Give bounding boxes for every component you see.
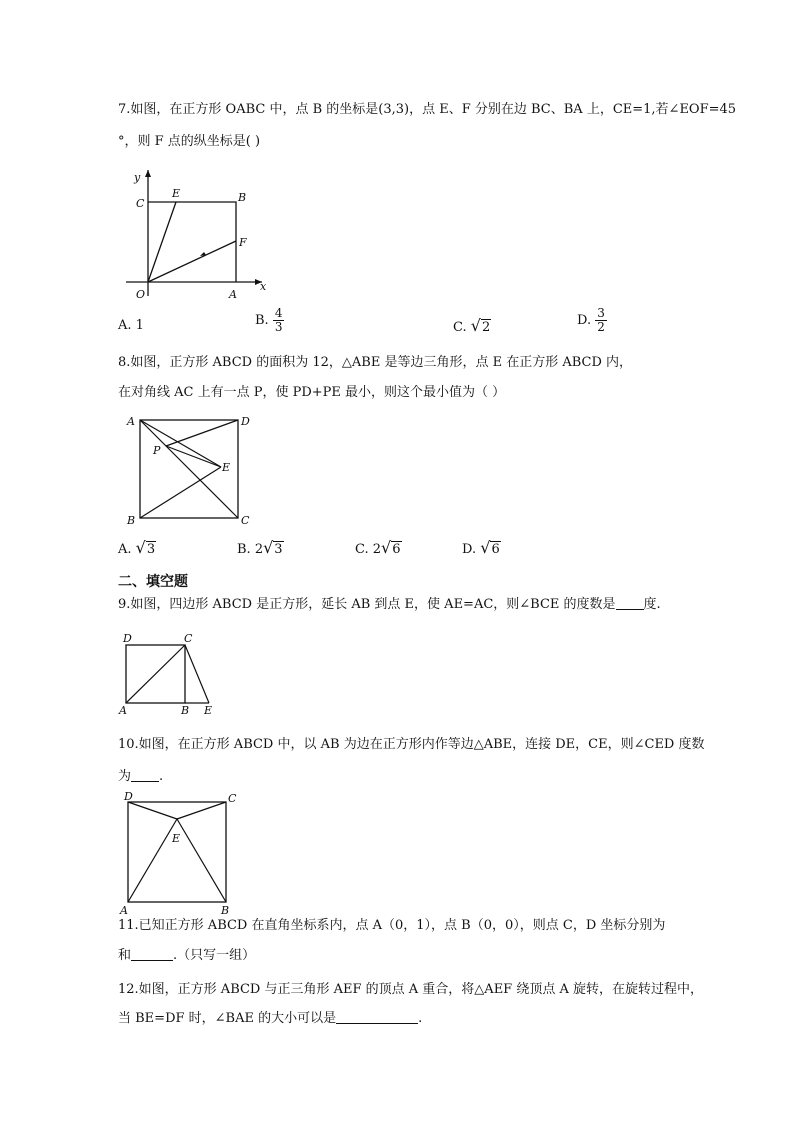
q7-y-arrow <box>145 170 151 177</box>
q7-label-e: E <box>172 187 181 200</box>
q11-text-line2: 和 .（只写一组） <box>118 948 256 963</box>
q7-label-b: B <box>238 191 247 204</box>
q9-segment-ce <box>185 645 209 703</box>
q7-label-a: A <box>229 288 237 301</box>
q8-option-a[interactable]: A. √3 <box>118 538 156 557</box>
q8-label-c: C <box>241 514 250 527</box>
q7-text-line2: °，则 F 点的纵坐标是( ) <box>118 134 261 149</box>
q10-label-b: B <box>221 904 230 917</box>
q9-text: 9.如图，四边形 ABCD 是正方形，延长 AB 到点 E，使 AE=AC，则∠BCE 的度数是 度. <box>118 597 661 612</box>
q8-label-d: D <box>241 415 250 428</box>
q9-label-c: C <box>184 632 193 645</box>
q7-option-d[interactable]: D. $\frac{3}{2}$ <box>577 306 605 334</box>
q8-option-b[interactable]: B. 2√3 <box>237 538 283 557</box>
q8-label-b: B <box>127 514 136 527</box>
q11-answer-blank[interactable] <box>131 948 173 961</box>
q9-label-a: A <box>119 704 127 717</box>
q11-text-line1: 11.已知正方形 ABCD 在直角坐标系内，点 A（0，1），点 B（0，0），则点 C，D 坐标分别为 <box>118 918 666 933</box>
q8-label-p: P <box>153 444 161 457</box>
q8-segment-pe <box>166 446 221 467</box>
q10-label-e: E <box>172 832 181 845</box>
q7-label-y: y <box>134 171 141 184</box>
q12-answer-blank[interactable] <box>336 1011 418 1024</box>
section-heading-fill-in: 二、填空题 <box>118 574 188 590</box>
q7-segment-oe <box>148 202 176 282</box>
q7-square-sides <box>148 202 236 282</box>
q10-label-d: D <box>124 790 133 803</box>
q7-option-c[interactable]: C. √2 <box>453 316 491 335</box>
q12-text-line1: 12.如图，正方形 ABCD 与正三角形 AEF 的顶点 A 重合，将△AEF 绕顶点 A 旋转，在旋转过程中， <box>118 982 703 997</box>
q8-text-line1: 8.如图，正方形 ABCD 的面积为 12，△ABE 是等边三角形，点 E 在正方形 ABCD 内， <box>118 355 633 370</box>
q10-text-line2: 为 . <box>118 769 164 784</box>
q10-label-c: C <box>228 792 237 805</box>
q7-label-f: F <box>239 236 247 249</box>
q8-text-line2: 在对角线 AC 上有一点 P，使 PD+PE 最小，则这个最小值为（ ） <box>118 385 506 400</box>
q10-square <box>128 802 226 902</box>
q9-label-b: B <box>181 704 190 717</box>
q7-option-d-fraction: $\frac{3}{2}$ <box>597 306 605 334</box>
q7-label-c: C <box>136 197 145 210</box>
q9-label-e: E <box>204 704 213 717</box>
q8-label-e: E <box>222 461 231 474</box>
q9-answer-blank[interactable] <box>616 597 644 610</box>
q10-segment-ce <box>177 802 226 819</box>
q7-option-b[interactable]: B. $\frac{4}{3}$ <box>255 306 283 334</box>
q8-segment-pd <box>166 420 238 446</box>
q10-segment-de <box>128 802 177 819</box>
q10-answer-blank[interactable] <box>131 769 159 782</box>
q8-segment-be <box>140 467 221 518</box>
q10-text-line1: 10.如图，在正方形 ABCD 中，以 AB 为边在正方形内作等边△ABE，连接 DE，CE，则∠CED 度数 <box>118 737 705 752</box>
q9-label-d: D <box>123 632 132 645</box>
q7-label-x: x <box>260 280 267 293</box>
q12-text-line2: 当 BE=DF 时，∠BAE 的大小可以是 . <box>118 1011 423 1026</box>
q7-option-b-fraction: $\frac{4}{3}$ <box>274 306 283 334</box>
q8-option-c[interactable]: C. 2√6 <box>355 538 401 557</box>
q7-label-o: O <box>136 288 146 301</box>
q9-diagonal-ac <box>126 645 185 703</box>
q8-option-d[interactable]: D. √6 <box>462 538 500 557</box>
q7-text-line1: 7.如图，在正方形 OABC 中，点 B 的坐标是(3,3)，点 E、F 分别在边 BC、BA 上，CE=1,若∠EOF=45 <box>118 102 737 117</box>
q7-segment-of <box>148 241 236 282</box>
q10-label-a: A <box>120 904 128 917</box>
q7-option-c-sqrt: √2 <box>470 316 491 335</box>
q7-option-a[interactable]: A. 1 <box>118 318 144 333</box>
q8-label-a: A <box>127 415 135 428</box>
